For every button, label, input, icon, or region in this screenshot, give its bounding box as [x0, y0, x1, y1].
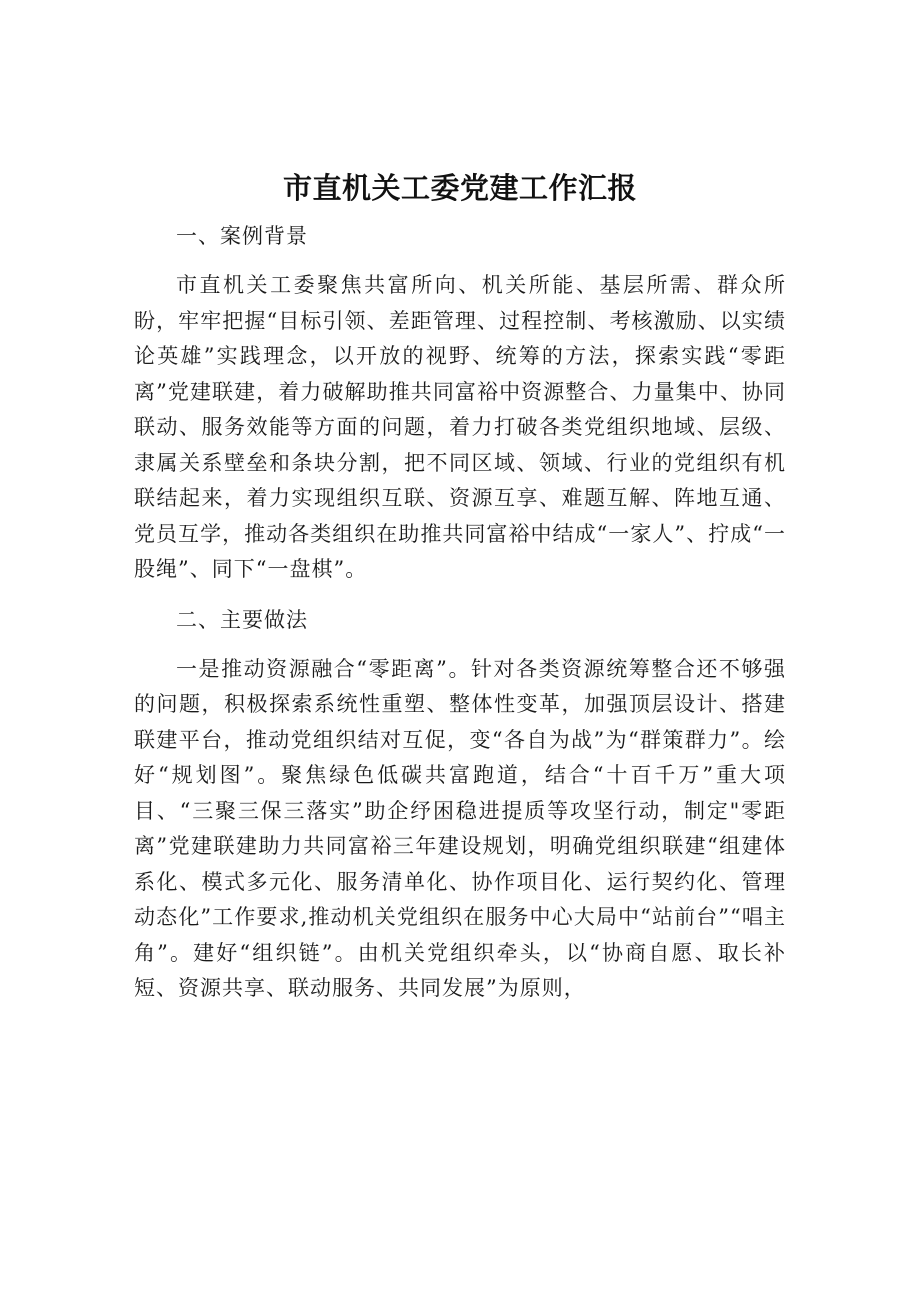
section-main-practices [134, 602, 786, 1007]
section-background [134, 218, 786, 588]
document-title: 市直机关工委党建工作汇报 [282, 171, 637, 205]
section-heading: 一、案例背景 [176, 224, 308, 248]
body-paragraph: 市直机关工委聚焦共富所向、机关所能、基层所需、群众所盼，牢牢把握“目标引领、差距管理、过程控制、考核激励、以实绩论英雄”实践理念，以开放的视野、统筹的方法，探索实践“零距离”党建联建，着力破解助推共同富裕中资源整合、力量集中、协同联动、服务效能等方面的问题，着力打破各类党组织地域、层级、隶属关系壁垒和条块分割，把不同区域、领域、行业的党组织有机联结起来，着力实现组织互联、资源互享、难题互解、阵地互通、党员互学，推动各类组织在助推共同富裕中结成“一家人”、拧成“一股绳”、同下“一盘棋”。 [134, 273, 786, 581]
section-heading: 二、主要做法 [176, 607, 308, 632]
body-paragraph: 一是推动资源融合“零距离”。针对各类资源统筹整合还不够强的问题，积极探索系统性重塑、整体性变革，加强顶层设计、搭建联建平台，推动党组织结对互促，变“各自为战”为“群策群力”。绘好“规划图”。聚焦绿色低碳共富跑道，结合“十百千万”重大项目、“三聚三保三落实”助企纾困稳进提质等攻坚行动，制定"零距离”党建联建助力共同富裕三年建设规划，明确党组织联建“组建体系化、模式多元化、服务清单化、协作项目化、运行契约化、管理动态化”工作要求,推动机关党组织在服务中心大局中“站前台”“唱主角”。建好“组织链”。由机关党组织牵头，以“协商自愿、取长补短、资源共享、联动服务、共同发展”为原则， [134, 656, 786, 1000]
